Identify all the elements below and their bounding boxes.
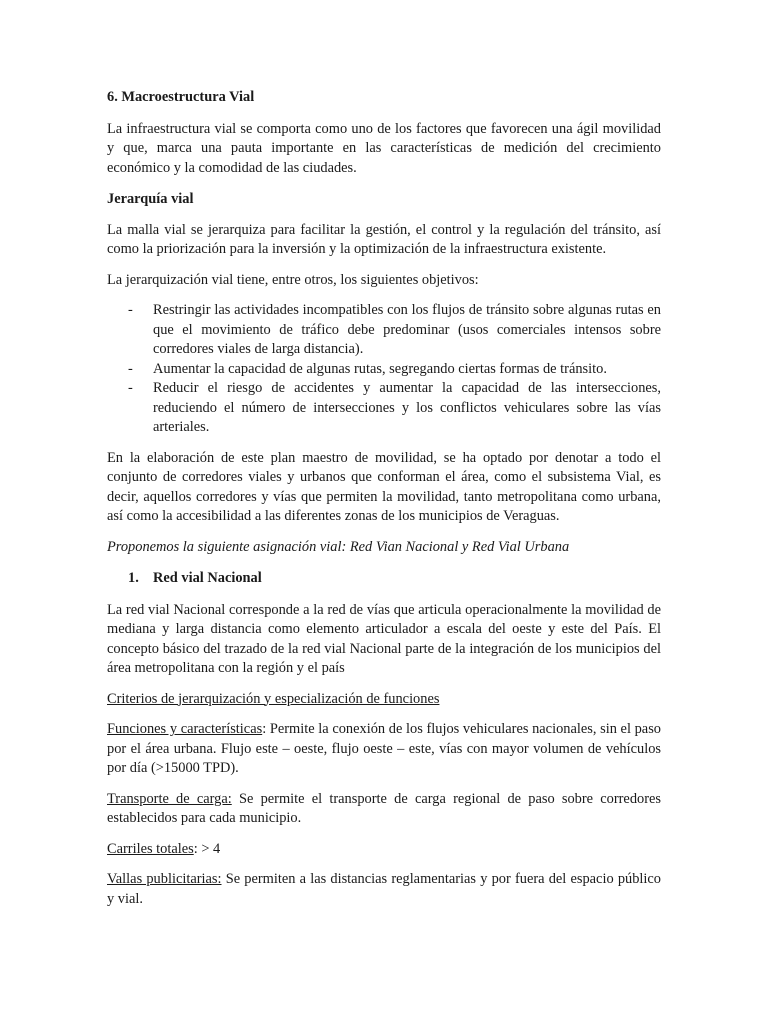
list-item: [107, 360, 661, 380]
vallas-label: Vallas publicitarias:: [107, 871, 222, 887]
transporte-label: Transporte de carga:: [107, 790, 232, 807]
list-marker: -: [128, 380, 133, 396]
carriles-text: : > 4: [193, 840, 221, 857]
list-item-text: Aumentar la capacidad de algunas rutas, segregando ciertas formas de tránsito.: [153, 360, 607, 377]
vallas-paragraph: [107, 870, 661, 909]
transporte-paragraph: [107, 790, 661, 829]
list-item: [107, 379, 661, 438]
jerarquia-paragraph-1: La malla vial se jerarquiza para facilitar la gestión, el control y la regulación del tránsito, así como la priorización para la inversión y la optimización de la infraestructura existente.: [107, 221, 661, 257]
funciones-label: Funciones y características: [107, 721, 263, 737]
list-marker: -: [128, 360, 133, 377]
jerarquia-paragraph-2: La jerarquización vial tiene, entre otros, los siguientes objetivos:: [107, 271, 479, 288]
objectives-list: [107, 301, 661, 438]
list-item: [107, 301, 661, 360]
heading-text: Red vial Nacional: [153, 570, 262, 586]
jerarquia-heading: Jerarquía vial: [107, 191, 194, 207]
intro-paragraph: La infraestructura vial se comporta como uno de los factores que favorecen una ágil movilidad y que, marca una pauta importante en las características de medición del crecimiento económico y la comodidad de las ciudades.: [107, 120, 661, 176]
transporte-text: Se permite el transporte de carga regional de paso sobre corredores establecidos para cada municipio.: [107, 790, 661, 826]
red-nacional-heading: [107, 569, 661, 589]
list-item-text: Reducir el riesgo de accidentes y aumentar la capacidad de las intersecciones, reduciendo el número de intersecciones y los conflictos vehiculares sobre las vías arteriales.: [153, 380, 661, 435]
heading-number: 1.: [128, 570, 139, 586]
proposal-text: Proponemos la siguiente asignación vial: Red Vian Nacional y Red Vial Urbana: [107, 538, 570, 555]
jerarquia-paragraph-3: En la elaboración de este plan maestro de movilidad, se ha optado por denotar a todo el conjunto de corredores viales y urbanos que conforman el área, como el subsistema Vial, es decir, aquellos corredores y vías que permiten la movilidad, tanto metropolitana como urbana, así como la accesibilidad a las diferentes zonas de los municipios de Veraguas.: [107, 449, 661, 524]
section-title: 6. Macroestructura Vial: [107, 89, 255, 105]
carriles-paragraph: [107, 840, 661, 860]
red-nacional-paragraph: La red vial Nacional corresponde a la red de vías que articula operacionalmente la movilidad de mediana y larga distancia como elemento articulador a escala del oeste y este del País. El concepto básico del trazado de la red vial Nacional parte de la integración de los municipios del área metropolitana con la región y el país: [107, 601, 661, 676]
document-body: [107, 88, 661, 909]
list-item-text: Restringir las actividades incompatibles con los flujos de tránsito sobre algunas rutas en que el movimiento de tráfico debe predominar (usos comerciales intensos sobre corredores viales de larga distancia).: [153, 302, 661, 357]
funciones-paragraph: [107, 720, 661, 779]
funciones-text: : Permite la conexión de los flujos vehiculares nacionales, sin el paso por el área urbana. Flujo este – oeste, flujo oeste – este, vías con mayor volumen de vehículos por día (>15000 TPD).: [107, 721, 661, 776]
criterios-heading: Criterios de jerarquización y especialización de funciones: [107, 690, 440, 707]
list-marker: -: [128, 302, 133, 318]
carriles-label: Carriles totales: [107, 840, 194, 857]
vallas-text: Se permiten a las distancias reglamentarias y por fuera del espacio público y vial.: [107, 871, 661, 907]
